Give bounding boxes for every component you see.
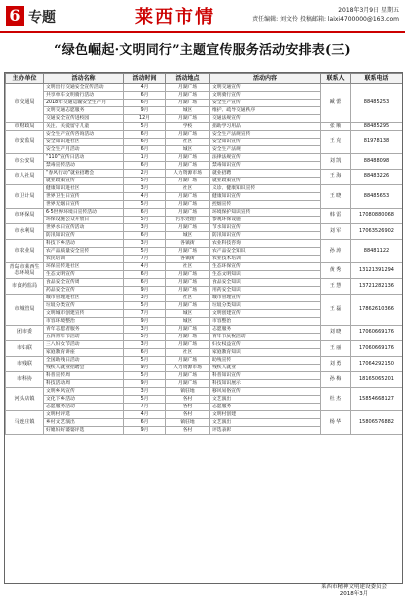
activity-content-cell: 移风易俗宣传 (210, 388, 321, 396)
activity-place-cell: 月湖广场 (166, 271, 210, 279)
activity-name-cell: 文明乡风宣传 (44, 388, 124, 396)
activity-place-cell: 月湖广场 (166, 356, 210, 364)
activity-time-cell: 9月 (124, 380, 166, 388)
organizer-cell: 市残联 (6, 356, 44, 372)
activity-place-cell: 社区 (166, 138, 210, 146)
activity-time-cell: 6月 (124, 99, 166, 107)
table-row (6, 341, 403, 349)
contact-phone-cell: 13121391294 (351, 263, 403, 279)
activity-place-cell: 各镇街 (166, 255, 210, 263)
activity-content-cell: 城市管理宣传 (210, 294, 321, 302)
table-row (6, 130, 403, 138)
column-header: 活动地点 (166, 74, 210, 84)
contact-phone-cell: 17060669176 (351, 341, 403, 357)
activity-name-cell: 乡村文艺演出 (44, 419, 124, 427)
activity-place-cell: 月湖广场 (166, 380, 210, 388)
activity-content-cell: 安全生产宣传 (210, 99, 321, 107)
activity-time-cell: 7月 (124, 255, 166, 263)
contact-person-cell: 杨 华 (321, 411, 351, 434)
activity-time-cell: 9月 (124, 427, 166, 435)
activity-content-cell: 参观环保设施 (210, 216, 321, 224)
activity-time-cell: 4月 (124, 411, 166, 419)
contact-phone-cell: 13721282136 (351, 278, 403, 294)
organizer-cell: 市妇联 (6, 341, 44, 357)
activity-content-cell: 农业科技咨询 (210, 239, 321, 247)
activity-place-cell: 社区 (166, 263, 210, 271)
table-row (6, 239, 403, 247)
activity-content-cell: 防汛知识宣传 (210, 232, 321, 240)
activity-place-cell: 月湖广场 (166, 130, 210, 138)
column-header: 联系人 (321, 74, 351, 84)
activity-content-cell: 禁毒知识宣传 (210, 161, 321, 169)
organizer-cell: 市安监局 (6, 130, 44, 153)
activity-time-cell: 3月 (124, 185, 166, 193)
contact-person-cell: 黄 秀 (321, 263, 351, 279)
activity-content-cell: 文艺演出 (210, 419, 321, 427)
activity-time-cell: 4月 (124, 193, 166, 201)
activity-time-cell: 3月 (124, 239, 166, 247)
organizer-cell: 市卫计局 (6, 185, 44, 208)
activity-name-cell: 垃圾分类宣传 (44, 302, 124, 310)
activity-content-cell: 捐助学习用品 (210, 122, 321, 130)
activity-place-cell: 城区 (166, 107, 210, 115)
activity-place-cell: 社区 (166, 349, 210, 357)
activity-place-cell: 月湖广场 (166, 247, 210, 255)
activity-content-cell: 环境保护知识宣传 (210, 208, 321, 216)
organizer-cell: 市人社局 (6, 169, 44, 185)
contact-phone-cell: 81978138 (351, 130, 403, 153)
table-row (6, 278, 403, 286)
activity-time-cell: 6月 (124, 130, 166, 138)
activity-place-cell: 人力资源市场 (166, 169, 210, 177)
contact-phone-cell: 15806576882 (351, 411, 403, 434)
activity-place-cell: 镇驻地 (166, 419, 210, 427)
table-row (6, 356, 403, 364)
activity-time-cell: 4月 (124, 84, 166, 92)
activity-place-cell: 人力资源市场 (166, 364, 210, 372)
contact-person-cell: 韩 雷 (321, 208, 351, 224)
activity-time-cell: 7月 (124, 403, 166, 411)
activity-time-cell: 5月 (124, 302, 166, 310)
contact-phone-cell: 88483226 (351, 169, 403, 185)
activity-content-cell: 垃圾分类知识 (210, 302, 321, 310)
activity-time-cell: 6月 (124, 138, 166, 146)
contact-phone-cell: 88485253 (351, 84, 403, 123)
table-row (6, 325, 403, 333)
activity-name-cell: 禁毒宣传活动 (44, 161, 124, 169)
contact-phone-cell: 88485653 (351, 185, 403, 208)
schedule-table (5, 73, 403, 435)
activity-name-cell: 农产品质量安全宣传 (44, 247, 124, 255)
contact-person-cell: 孙 梅 (321, 372, 351, 388)
table-row (6, 169, 403, 177)
organizer-cell: 市科协 (6, 372, 44, 388)
activity-content-cell: 科普知识宣传 (210, 372, 321, 380)
activity-place-cell: 城区 (166, 232, 210, 240)
activity-place-cell: 污水处理厂 (166, 216, 210, 224)
activity-time-cell: 9月 (124, 107, 166, 115)
activity-name-cell: 文明城市创建宣传 (44, 310, 124, 318)
activity-place-cell: 月湖广场 (166, 193, 210, 201)
activity-content-cell: 安全生产法规宣传 (210, 130, 321, 138)
activity-name-cell: 志愿服务活动 (44, 403, 124, 411)
table-row (6, 185, 403, 193)
activity-place-cell: 月湖广场 (166, 177, 210, 185)
activity-content-cell: 科技知识展示 (210, 380, 321, 388)
activity-place-cell: 各村 (166, 411, 210, 419)
section-label: 专题 (28, 10, 56, 26)
activity-time-cell: 4月 (124, 263, 166, 271)
activity-content-cell: 志愿服务 (210, 325, 321, 333)
contact-person-cell: 刘 军 (321, 224, 351, 240)
table-row (6, 372, 403, 380)
activity-name-cell: “110”宣传日活动 (44, 154, 124, 162)
activity-time-cell: 6月 (124, 91, 166, 99)
activity-place-cell: 月湖广场 (166, 99, 210, 107)
contact-phone-cell: 18165065201 (351, 372, 403, 388)
activity-time-cell: 5月 (124, 216, 166, 224)
activity-time-cell: 6月 (124, 278, 166, 286)
table-row (6, 388, 403, 396)
contact-phone-cell: 17862610366 (351, 294, 403, 325)
activity-time-cell: 6月 (124, 419, 166, 427)
header-rule (0, 31, 405, 33)
contact-person-cell: 王 海 (321, 169, 351, 185)
table-body (6, 84, 403, 435)
activity-time-cell: 5月 (124, 122, 166, 130)
activity-time-cell: 2月 (124, 169, 166, 177)
activity-time-cell: 5月 (124, 247, 166, 255)
activity-content-cell: 维护、疏导交通秩序 (210, 107, 321, 115)
organizer-cell: 市财政局 (6, 122, 44, 130)
activity-name-cell: 全国助残日活动 (44, 356, 124, 364)
activity-time-cell: 5月 (124, 356, 166, 364)
activity-content-cell: 青年节庆祝活动 (210, 333, 321, 341)
activity-place-cell: 镇驻地 (166, 388, 210, 396)
activity-content-cell: 文艺演出 (210, 395, 321, 403)
activity-place-cell: 各村 (166, 427, 210, 435)
activity-place-cell: 城区 (166, 317, 210, 325)
issue-date: 2018年3月9日 星期五 (338, 7, 399, 14)
activity-time-cell: 6月 (124, 349, 166, 357)
activity-time-cell: 12月 (124, 115, 166, 123)
activity-time-cell: 6月 (124, 161, 166, 169)
activity-time-cell: 5月 (124, 395, 166, 403)
activity-time-cell: 3月 (124, 341, 166, 349)
activity-place-cell: 城区 (166, 146, 210, 154)
contact-person-cell: 刘 晓 (321, 325, 351, 341)
table-row (6, 122, 403, 130)
activity-name-cell: 关注、关爱留守儿童 (44, 122, 124, 130)
activity-content-cell: 农业技术培训 (210, 255, 321, 263)
contact-person-cell: 孙 涛 (321, 239, 351, 262)
activity-content-cell: 生态环保宣传 (210, 263, 321, 271)
activity-place-cell: 城区 (166, 310, 210, 318)
activity-name-cell: 安全生产月活动 (44, 146, 124, 154)
table-row (6, 263, 403, 271)
activity-time-cell: 5月 (124, 333, 166, 341)
organizer-cell: 青岛市莱西生态环境局 (6, 263, 44, 279)
activity-time-cell: 3月 (124, 325, 166, 333)
activity-name-cell: 市容环境整治 (44, 317, 124, 325)
contact-phone-cell: 88481122 (351, 239, 403, 262)
contact-person-cell: 王 克 (321, 130, 351, 153)
contact-phone-cell: 17080880068 (351, 208, 403, 224)
activity-place-cell: 社区 (166, 185, 210, 193)
activity-content-cell: 文明交通宣传 (210, 84, 321, 92)
activity-place-cell: 学校 (166, 122, 210, 130)
table-row (6, 154, 403, 162)
activity-time-cell: 9月 (124, 317, 166, 325)
column-header: 主办单位 (6, 74, 44, 84)
activity-place-cell: 月湖广场 (166, 325, 210, 333)
contact-person-cell: 刘 勇 (321, 356, 351, 372)
activity-content-cell: 安全生产法规 (210, 146, 321, 154)
table-row (6, 411, 403, 419)
activity-place-cell: 月湖广场 (166, 341, 210, 349)
contact-phone-cell: 88485295 (351, 122, 403, 130)
activity-place-cell: 月湖广场 (166, 224, 210, 232)
contact-person-cell: 王 磊 (321, 294, 351, 325)
footer-organization: 莱西市精神文明建设委员会 (320, 584, 387, 590)
contact-phone-cell: 88488098 (351, 154, 403, 170)
contact-person-cell: 张 顺 (321, 122, 351, 130)
activity-content-cell: 义诊、健康知识宣传 (210, 185, 321, 193)
activity-place-cell: 月湖广场 (166, 278, 210, 286)
organizer-cell: 马连庄镇 (6, 411, 44, 434)
activity-name-cell: 科普宣传周 (44, 372, 124, 380)
activity-name-cell: 文明村评选 (44, 411, 124, 419)
activity-content-cell: 文明创建宣传 (210, 310, 321, 318)
activity-place-cell: 月湖广场 (166, 115, 210, 123)
activity-time-cell: 6月 (124, 146, 166, 154)
table-header-row (6, 74, 403, 84)
organizer-cell: 河头店镇 (6, 388, 44, 411)
activity-time-cell: 6月 (124, 208, 166, 216)
activity-name-cell: 城市管理进社区 (44, 294, 124, 302)
activity-name-cell: 环保设施公众开放日 (44, 216, 124, 224)
activity-place-cell: 月湖广场 (166, 302, 210, 310)
activity-name-cell: 食品安全宣传周 (44, 278, 124, 286)
activity-place-cell: 月湖广场 (166, 208, 210, 216)
activity-content-cell: 志愿服务 (210, 403, 321, 411)
activity-content-cell: 就业招聘 (210, 169, 321, 177)
activity-time-cell: 3月 (124, 224, 166, 232)
footer-date: 2018年3月 (339, 591, 369, 597)
contact-person-cell: 王 慧 (321, 278, 351, 294)
activity-time-cell: 6月 (124, 232, 166, 240)
organizer-cell: 市水利局 (6, 224, 44, 240)
activity-content-cell: 农产品安全知识 (210, 247, 321, 255)
activity-time-cell: 6月 (124, 271, 166, 279)
table-row (6, 294, 403, 302)
organizer-cell: 市环保局 (6, 208, 44, 224)
activity-content-cell: 安全知识宣传 (210, 138, 321, 146)
activity-time-cell: 3月 (124, 294, 166, 302)
activity-name-cell: 青年志愿者服务 (44, 325, 124, 333)
column-header: 联系电话 (351, 74, 403, 84)
activity-name-cell: 就业政策宣传 (44, 177, 124, 185)
editor-contact: 责任编辑: 刘文伶 投稿邮箱: laixi4700000@163.com (252, 16, 399, 23)
table-row (6, 84, 403, 92)
contact-phone-cell: 17063526902 (351, 224, 403, 240)
activity-time-cell: 7月 (124, 310, 166, 318)
activity-name-cell: “春风行动”就业招聘会 (44, 169, 124, 177)
activity-name-cell: 三八妇女节活动 (44, 341, 124, 349)
activity-place-cell: 月湖广场 (166, 161, 210, 169)
contact-phone-cell: 15854668127 (351, 388, 403, 411)
activity-content-cell: 文明村创建 (210, 411, 321, 419)
activity-name-cell: 五四青年节活动 (44, 333, 124, 341)
contact-person-cell: 杜 杰 (321, 388, 351, 411)
activity-place-cell: 各镇街 (166, 239, 210, 247)
activity-content-cell: 助残宣传 (210, 356, 321, 364)
organizer-cell: 市食药监局 (6, 278, 44, 294)
page-header (0, 0, 405, 34)
activity-content-cell: 交通法规宣传 (210, 115, 321, 123)
activity-name-cell: 共享单车文明骑行活动 (44, 91, 124, 99)
activity-time-cell: 9月 (124, 364, 166, 372)
activity-place-cell: 月湖广场 (166, 91, 210, 99)
footer (321, 584, 387, 598)
activity-content-cell: 健康知识宣传 (210, 193, 321, 201)
activity-name-cell: 2018年交通运输安全生产月 (44, 99, 124, 107)
activity-name-cell: 药品安全宣传 (44, 286, 124, 294)
column-header: 活动名称 (44, 74, 124, 84)
contact-person-cell: 臧 蕾 (321, 84, 351, 123)
activity-name-cell: 安全生产宣传咨询活动 (44, 130, 124, 138)
activity-name-cell: 健康知识进社区 (44, 185, 124, 193)
activity-name-cell: 世界卫生日宣传 (44, 193, 124, 201)
activity-place-cell: 月湖广场 (166, 372, 210, 380)
activity-name-cell: 农民培训 (44, 255, 124, 263)
activity-content-cell: 家庭教育知识 (210, 349, 321, 357)
activity-name-cell: 文明出行交通安全宣传活动 (44, 84, 124, 92)
activity-content-cell: 妇女权益宣传 (210, 341, 321, 349)
activity-place-cell: 各村 (166, 395, 210, 403)
activity-time-cell: 3月 (124, 388, 166, 396)
activity-time-cell: 5月 (124, 372, 166, 380)
organizer-cell: 市农业局 (6, 239, 44, 262)
activity-place-cell: 社区 (166, 294, 210, 302)
contact-person-cell: 王 晓 (321, 185, 351, 208)
table-row (6, 208, 403, 216)
activity-place-cell: 月湖广场 (166, 333, 210, 341)
newspaper-title: 莱西市情 (135, 7, 215, 28)
activity-name-cell: 6·5世界环境日宣传活动 (44, 208, 124, 216)
activity-name-cell: 安全知识进社区 (44, 138, 124, 146)
organizer-cell: 市城管局 (6, 294, 44, 325)
activity-time-cell: 9月 (124, 286, 166, 294)
organizer-cell: 市公安局 (6, 154, 44, 170)
activity-content-cell: 食品安全知识 (210, 278, 321, 286)
activity-content-cell: 残疾人就业 (210, 364, 321, 372)
activity-name-cell: 家庭教育讲座 (44, 349, 124, 357)
contact-phone-cell: 17064292150 (351, 356, 403, 372)
article-headline: “绿色崛起·文明同行”主题宣传服务活动安排表(三) (54, 43, 351, 58)
column-header: 活动内容 (210, 74, 321, 84)
activity-place-cell: 各村 (166, 403, 210, 411)
activity-content-cell: 用药安全知识 (210, 286, 321, 294)
contact-phone-cell: 17060669176 (351, 325, 403, 341)
activity-content-cell: 文明骑行宣传 (210, 91, 321, 99)
activity-name-cell: 防汛知识宣传 (44, 232, 124, 240)
organizer-cell: 团市委 (6, 325, 44, 341)
contact-person-cell: 王 丽 (321, 341, 351, 357)
activity-content-cell: 控烟宣传 (210, 200, 321, 208)
activity-content-cell: 法律法规宣传 (210, 154, 321, 162)
activity-name-cell: 科技活动周 (44, 380, 124, 388)
activity-name-cell: 交通安全宣传进校园 (44, 115, 124, 123)
activity-content-cell: 评选表彰 (210, 427, 321, 435)
activity-place-cell: 月湖广场 (166, 286, 210, 294)
activity-content-cell: 节水知识宣传 (210, 224, 321, 232)
activity-content-cell: 生态文明知识 (210, 271, 321, 279)
organizer-cell: 市交通局 (6, 84, 44, 123)
activity-name-cell: 生态文明宣传 (44, 271, 124, 279)
column-header: 活动时间 (124, 74, 166, 84)
activity-name-cell: 文明交通志愿服务 (44, 107, 124, 115)
activity-place-cell: 月湖广场 (166, 84, 210, 92)
activity-name-cell: 世界水日宣传活动 (44, 224, 124, 232)
activity-place-cell: 月湖广场 (166, 200, 210, 208)
activity-time-cell: 1月 (124, 154, 166, 162)
activity-content-cell: 市容整治 (210, 317, 321, 325)
page-number-badge: 6 (6, 6, 24, 26)
activity-time-cell: 5月 (124, 200, 166, 208)
activity-name-cell: 好媳妇好婆婆评选 (44, 427, 124, 435)
table-row (6, 224, 403, 232)
activity-name-cell: 文化下乡活动 (44, 395, 124, 403)
contact-person-cell: 刘 凯 (321, 154, 351, 170)
activity-place-cell: 月湖广场 (166, 154, 210, 162)
activity-time-cell: 5月 (124, 177, 166, 185)
schedule-table-container (4, 72, 403, 584)
activity-name-cell: 世界无烟日宣传 (44, 200, 124, 208)
activity-name-cell: 残疾人就业招聘会 (44, 364, 124, 372)
activity-name-cell: 环保宣传进社区 (44, 263, 124, 271)
activity-name-cell: 科技下乡活动 (44, 239, 124, 247)
activity-content-cell: 就业政策宣传 (210, 177, 321, 185)
